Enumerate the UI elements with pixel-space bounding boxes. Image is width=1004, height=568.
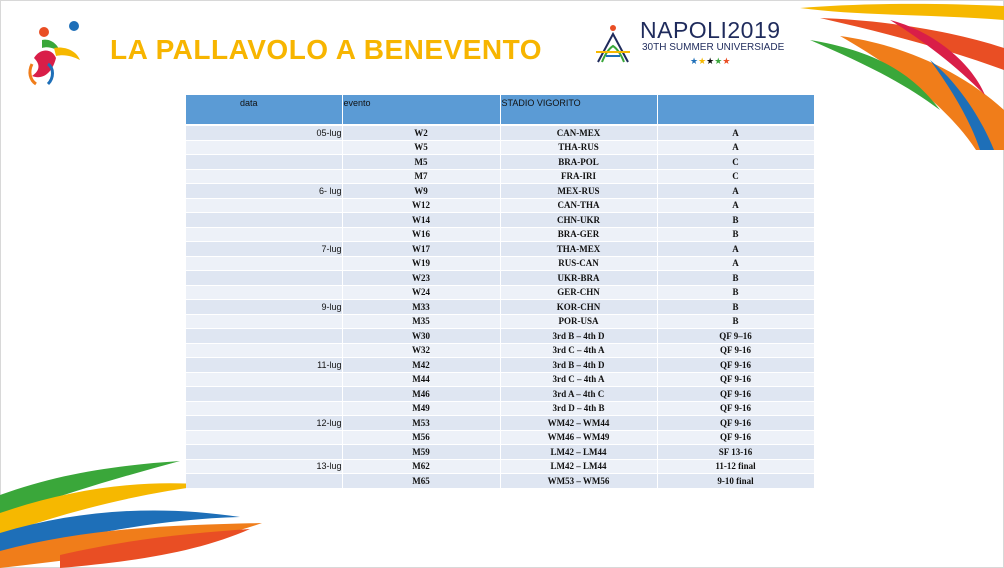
cell-event: W9 <box>342 184 500 199</box>
cell-date <box>186 314 342 329</box>
cell-group: A <box>657 242 814 257</box>
table-row <box>186 300 814 315</box>
cell-group: QF 9-16 <box>657 358 814 373</box>
cell-date: 11-lug <box>186 358 342 373</box>
cell-match: LM42 – LM44 <box>500 459 657 474</box>
cell-event: W5 <box>342 140 500 155</box>
cell-group: A <box>657 184 814 199</box>
cell-date <box>186 198 342 213</box>
cell-date <box>186 169 342 184</box>
cell-match: LM42 – LM44 <box>500 445 657 460</box>
table-row <box>186 285 814 300</box>
cell-event: W16 <box>342 227 500 242</box>
cell-date <box>186 372 342 387</box>
cell-event: W24 <box>342 285 500 300</box>
cell-group: QF 9-16 <box>657 343 814 358</box>
table-row <box>186 242 814 257</box>
cell-match: 3rd D – 4th B <box>500 401 657 416</box>
cell-event: M33 <box>342 300 500 315</box>
cell-date <box>186 474 342 489</box>
cell-event: W19 <box>342 256 500 271</box>
header-event: evento <box>342 95 500 124</box>
table-row <box>186 416 814 431</box>
brand-name: NAPOLI2019 <box>640 17 781 43</box>
header-group <box>657 95 814 124</box>
cell-match: 3rd C – 4th A <box>500 372 657 387</box>
cell-group: QF 9–16 <box>657 329 814 344</box>
cell-match: RUS-CAN <box>500 256 657 271</box>
cell-date: 7-lug <box>186 242 342 257</box>
cell-group: QF 9-16 <box>657 416 814 431</box>
cell-group: C <box>657 169 814 184</box>
cell-match: FRA-IRI <box>500 169 657 184</box>
cell-date <box>186 140 342 155</box>
cell-match: THA-RUS <box>500 140 657 155</box>
cell-date <box>186 256 342 271</box>
brand-block <box>640 18 784 54</box>
cell-event: M56 <box>342 430 500 445</box>
cell-event: M65 <box>342 474 500 489</box>
table-row <box>186 329 814 344</box>
header-date: data <box>186 95 342 124</box>
cell-event: W30 <box>342 329 500 344</box>
table-row <box>186 372 814 387</box>
table-row <box>186 271 814 286</box>
cell-date <box>186 329 342 344</box>
cell-group: B <box>657 271 814 286</box>
cell-event: M59 <box>342 445 500 460</box>
table-row <box>186 474 814 489</box>
table-row <box>186 155 814 170</box>
cell-group: SF 13-16 <box>657 445 814 460</box>
brand-subtitle: 30TH SUMMER UNIVERSIADE <box>642 42 785 53</box>
cell-event: M7 <box>342 169 500 184</box>
cell-group: A <box>657 126 814 140</box>
cell-match: 3rd B – 4th D <box>500 329 657 344</box>
cell-match: 3rd A – 4th C <box>500 387 657 402</box>
cell-group: B <box>657 300 814 315</box>
cell-date <box>186 401 342 416</box>
cell-match: POR-USA <box>500 314 657 329</box>
cell-match: THA-MEX <box>500 242 657 257</box>
cell-group: QF 9-16 <box>657 387 814 402</box>
cell-event: M42 <box>342 358 500 373</box>
cell-group: B <box>657 227 814 242</box>
cell-event: W17 <box>342 242 500 257</box>
cell-group: B <box>657 213 814 228</box>
table-row <box>186 358 814 373</box>
cell-match: KOR-CHN <box>500 300 657 315</box>
cell-date <box>186 430 342 445</box>
cell-event: W12 <box>342 198 500 213</box>
schedule-table <box>186 95 815 489</box>
table-row <box>186 314 814 329</box>
cell-match: CAN-MEX <box>500 126 657 140</box>
cell-group: A <box>657 256 814 271</box>
cell-group: QF 9-16 <box>657 372 814 387</box>
cell-match: 3rd B – 4th D <box>500 358 657 373</box>
table-row <box>186 387 814 402</box>
cell-group: 11-12 final <box>657 459 814 474</box>
cell-group: A <box>657 140 814 155</box>
universiade-mark-icon <box>592 22 634 68</box>
cell-match: WM46 – WM49 <box>500 430 657 445</box>
table-row <box>186 343 814 358</box>
cell-group: B <box>657 285 814 300</box>
cell-match: CAN-THA <box>500 198 657 213</box>
cell-event: M62 <box>342 459 500 474</box>
cell-match: WM42 – WM44 <box>500 416 657 431</box>
cell-match: 3rd C – 4th A <box>500 343 657 358</box>
cell-date: 05-lug <box>186 126 342 140</box>
table-row <box>186 430 814 445</box>
table-row <box>186 401 814 416</box>
cell-group: B <box>657 314 814 329</box>
cell-date: 9-lug <box>186 300 342 315</box>
cell-match: BRA-GER <box>500 227 657 242</box>
cell-date: 13-lug <box>186 459 342 474</box>
table-row <box>186 184 814 199</box>
cell-date <box>186 343 342 358</box>
cell-event: M5 <box>342 155 500 170</box>
cell-group: C <box>657 155 814 170</box>
cell-event: M35 <box>342 314 500 329</box>
page-title: LA PALLAVOLO A BENEVENTO <box>110 34 543 65</box>
cell-date <box>186 155 342 170</box>
table-row <box>186 169 814 184</box>
cell-match: BRA-POL <box>500 155 657 170</box>
cell-group: A <box>657 198 814 213</box>
cell-date: 6- lug <box>186 184 342 199</box>
cell-date <box>186 213 342 228</box>
cell-event: M53 <box>342 416 500 431</box>
cell-event: W14 <box>342 213 500 228</box>
cell-date <box>186 387 342 402</box>
header-venue: STADIO VIGORITO <box>500 95 657 124</box>
cell-match: GER-CHN <box>500 285 657 300</box>
cell-group: QF 9-16 <box>657 430 814 445</box>
cell-event: W23 <box>342 271 500 286</box>
cell-date <box>186 271 342 286</box>
brand-stars-icon: ★★★★★ <box>690 56 731 66</box>
cell-date <box>186 227 342 242</box>
cell-match: UKR-BRA <box>500 271 657 286</box>
table-row <box>186 459 814 474</box>
cell-date: 12-lug <box>186 416 342 431</box>
table-row <box>186 198 814 213</box>
table-row <box>186 213 814 228</box>
table-row <box>186 140 814 155</box>
table-row <box>186 256 814 271</box>
table-header-row <box>186 95 814 124</box>
cell-match: MEX-RUS <box>500 184 657 199</box>
volleyball-player-logo <box>24 18 90 88</box>
cell-group: QF 9-16 <box>657 401 814 416</box>
cell-event: M44 <box>342 372 500 387</box>
cell-event: W32 <box>342 343 500 358</box>
cell-date <box>186 445 342 460</box>
cell-match: CHN-UKR <box>500 213 657 228</box>
cell-group: 9-10 final <box>657 474 814 489</box>
cell-match: WM53 – WM56 <box>500 474 657 489</box>
table-row <box>186 445 814 460</box>
cell-event: M46 <box>342 387 500 402</box>
cell-event: W2 <box>342 126 500 140</box>
table-row <box>186 227 814 242</box>
cell-event: M49 <box>342 401 500 416</box>
table-row <box>186 126 814 140</box>
cell-date <box>186 285 342 300</box>
